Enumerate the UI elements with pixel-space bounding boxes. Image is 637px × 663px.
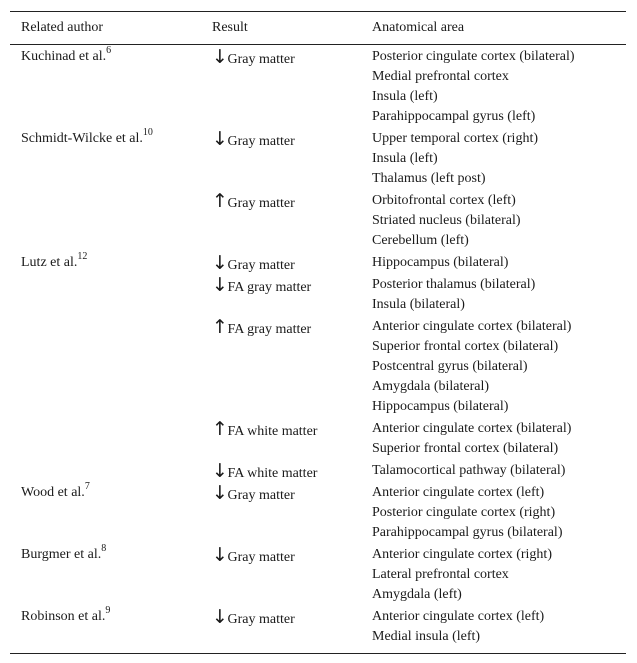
anatomical-area: Postcentral gyrus (bilateral) (372, 359, 528, 374)
anatomical-area: Superior frontal cortex (bilateral) (372, 339, 559, 354)
result-cell (212, 461, 317, 484)
anatomical-area: Anterior cingulate cortex (left) (372, 609, 545, 624)
result-text: Gray matter (224, 258, 295, 273)
result-text: Gray matter (224, 550, 295, 565)
arrow-down-icon: ↓ (212, 482, 228, 504)
result-cell (212, 317, 311, 340)
anatomical-area: Orbitofrontal cortex (left) (372, 193, 516, 208)
anatomical-area: Hippocampus (bilateral) (372, 399, 509, 414)
anatomical-area: Anterior cingulate cortex (bilateral) (372, 319, 572, 334)
anatomical-area: Medial prefrontal cortex (372, 69, 509, 84)
result-cell (212, 607, 295, 630)
arrow-up-icon: ↑ (212, 418, 228, 440)
reference-number: 6 (106, 45, 112, 57)
author-name: Wood et al. (21, 485, 85, 500)
result-text: Gray matter (224, 52, 295, 67)
result-text: Gray matter (224, 196, 295, 211)
anatomical-area: Posterior thalamus (bilateral) (372, 277, 536, 292)
author-name: Burgmer et al. (21, 547, 102, 562)
anatomical-area: Superior frontal cortex (bilateral) (372, 441, 559, 456)
result-cell (212, 483, 295, 506)
anatomical-area: Insula (left) (372, 151, 438, 166)
reference-number: 12 (77, 251, 88, 263)
author-cell (21, 607, 110, 627)
result-cell (212, 419, 317, 442)
arrow-down-icon: ↓ (212, 46, 228, 68)
anatomical-area: Striated nucleus (bilateral) (372, 213, 521, 228)
arrow-down-icon: ↓ (212, 606, 228, 628)
header-result: Result (212, 20, 248, 35)
results-table (10, 11, 626, 654)
result-cell (212, 129, 295, 152)
arrow-down-icon: ↓ (212, 274, 228, 296)
author-cell (21, 545, 106, 565)
reference-number: 8 (101, 543, 107, 555)
anatomical-area: Insula (left) (372, 89, 438, 104)
result-cell (212, 275, 311, 298)
result-text: Gray matter (224, 134, 295, 149)
anatomical-area: Parahippocampal gyrus (bilateral) (372, 525, 563, 540)
anatomical-area: Upper temporal cortex (right) (372, 131, 538, 146)
result-text: FA gray matter (224, 280, 312, 295)
result-text: FA gray matter (224, 322, 312, 337)
anatomical-area: Insula (bilateral) (372, 297, 465, 312)
anatomical-area: Lateral prefrontal cortex (372, 567, 509, 582)
table-header (10, 12, 626, 45)
reference-number: 10 (142, 127, 153, 139)
anatomical-area: Parahippocampal gyrus (left) (372, 109, 536, 124)
anatomical-area: Anterior cingulate cortex (right) (372, 547, 552, 562)
author-cell (21, 47, 111, 67)
author-name: Schmidt-Wilcke et al. (21, 131, 143, 146)
result-cell (212, 47, 295, 70)
arrow-up-icon: ↑ (212, 190, 228, 212)
anatomical-area: Medial insula (left) (372, 629, 481, 644)
header-author: Related author (21, 20, 104, 35)
author-name: Lutz et al. (21, 255, 78, 270)
anatomical-area: Anterior cingulate cortex (bilateral) (372, 421, 572, 436)
result-text: Gray matter (224, 488, 295, 503)
author-name: Robinson et al. (21, 609, 106, 624)
reference-number: 9 (105, 605, 111, 617)
result-text: FA white matter (224, 424, 318, 439)
anatomical-area: Thalamus (left post) (372, 171, 486, 186)
header-area: Anatomical area (372, 20, 465, 35)
anatomical-area: Amygdala (left) (372, 587, 462, 602)
reference-number: 7 (84, 481, 90, 493)
arrow-down-icon: ↓ (212, 128, 228, 150)
arrow-up-icon: ↑ (212, 316, 228, 338)
arrow-down-icon: ↓ (212, 252, 228, 274)
arrow-down-icon: ↓ (212, 460, 228, 482)
anatomical-area: Anterior cingulate cortex (left) (372, 485, 545, 500)
anatomical-area: Talamocortical pathway (bilateral) (372, 463, 566, 478)
author-cell (21, 129, 153, 149)
author-name: Kuchinad et al. (21, 49, 107, 64)
author-cell (21, 483, 90, 503)
result-cell (212, 191, 295, 214)
anatomical-area: Posterior cingulate cortex (right) (372, 505, 556, 520)
anatomical-area: Amygdala (bilateral) (372, 379, 490, 394)
author-cell (21, 253, 87, 273)
result-cell (212, 545, 295, 568)
arrow-down-icon: ↓ (212, 544, 228, 566)
anatomical-area: Cerebellum (left) (372, 233, 469, 248)
anatomical-area: Hippocampus (bilateral) (372, 255, 509, 270)
result-text: FA white matter (224, 466, 318, 481)
result-cell (212, 253, 295, 276)
result-text: Gray matter (224, 612, 295, 627)
anatomical-area: Posterior cingulate cortex (bilateral) (372, 49, 575, 64)
